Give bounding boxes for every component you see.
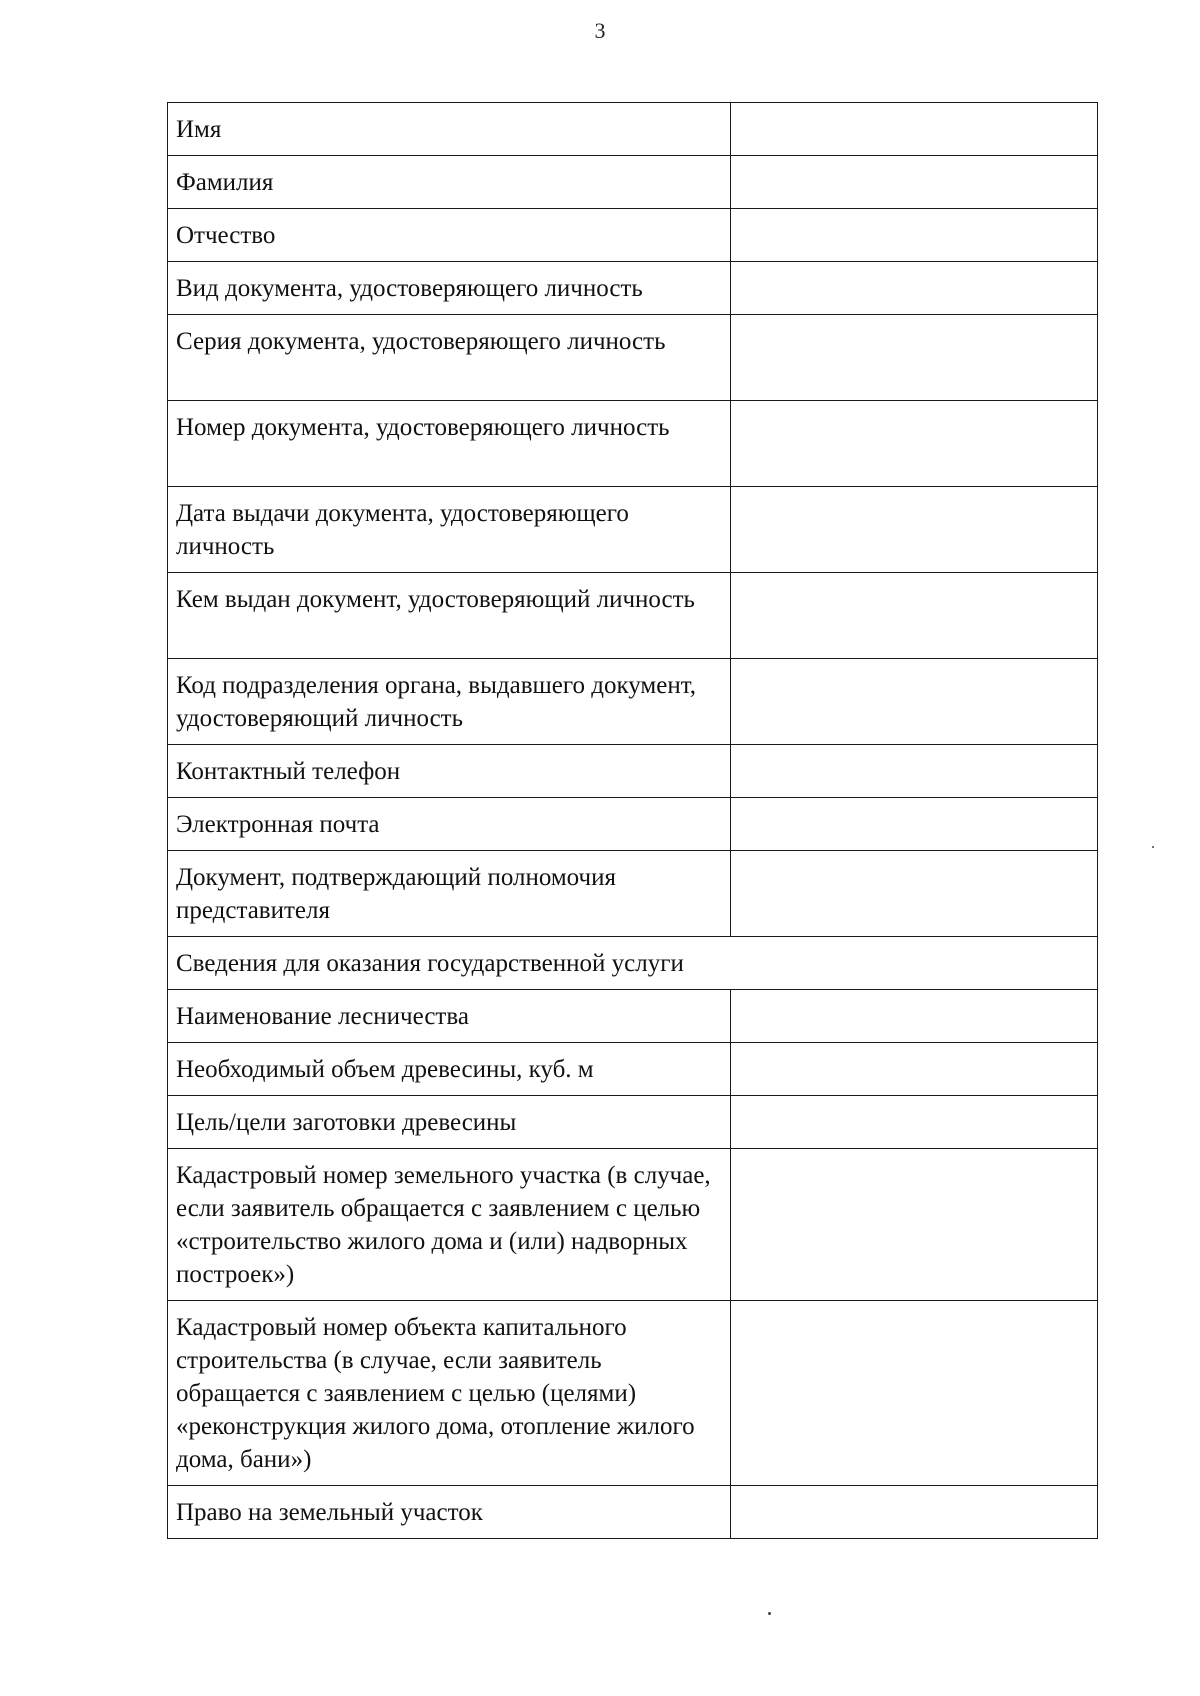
field-label-id-document-series: Серия документа, удостоверяющего личность bbox=[168, 315, 731, 401]
field-value-id-document-type[interactable] bbox=[731, 262, 1098, 315]
field-value-first-name[interactable] bbox=[731, 103, 1098, 156]
field-label-issuer-division-code: Код подразделения органа, выдавшего документ, удостоверяющий личность bbox=[168, 659, 731, 745]
table-row-id-document-number bbox=[168, 401, 1098, 487]
field-value-land-cadastral-number[interactable] bbox=[731, 1149, 1098, 1301]
table-row-email bbox=[168, 798, 1098, 851]
field-label-contact-phone: Контактный телефон bbox=[168, 745, 731, 798]
table-row-patronymic bbox=[168, 209, 1098, 262]
field-label-forestry-name: Наименование лесничества bbox=[168, 990, 731, 1043]
field-value-issuer-division-code[interactable] bbox=[731, 659, 1098, 745]
applicant-form-table bbox=[167, 102, 1098, 1539]
field-value-building-cadastral-number[interactable] bbox=[731, 1301, 1098, 1486]
table-row-building-cadastral-number bbox=[168, 1301, 1098, 1486]
page-number: 3 bbox=[594, 18, 606, 43]
field-label-id-document-issue-date: Дата выдачи документа, удостоверяющего личность bbox=[168, 487, 731, 573]
field-value-id-document-series[interactable] bbox=[731, 315, 1098, 401]
table-row-contact-phone bbox=[168, 745, 1098, 798]
table-row-representative-authority-document bbox=[168, 851, 1098, 937]
field-label-id-document-type: Вид документа, удостоверяющего личность bbox=[168, 262, 731, 315]
field-label-email: Электронная почта bbox=[168, 798, 731, 851]
table-row-last-name bbox=[168, 156, 1098, 209]
table-row-section-header bbox=[168, 937, 1098, 990]
field-label-representative-authority-document: Документ, подтверждающий полномочия представителя bbox=[168, 851, 731, 937]
field-value-patronymic[interactable] bbox=[731, 209, 1098, 262]
table-row-forestry-name bbox=[168, 990, 1098, 1043]
field-label-land-right: Право на земельный участок bbox=[168, 1486, 731, 1539]
field-label-building-cadastral-number: Кадастровый номер объекта капитального строительства (в случае, если заявитель обращается с заявлением с целью (целями) «реконструкция жилого дома, отопление жилого дома, бани») bbox=[168, 1301, 731, 1486]
table-row-land-cadastral-number bbox=[168, 1149, 1098, 1301]
scan-speck bbox=[1152, 846, 1154, 848]
field-value-forestry-name[interactable] bbox=[731, 990, 1098, 1043]
field-value-id-document-number[interactable] bbox=[731, 401, 1098, 487]
scan-speck bbox=[768, 1612, 771, 1615]
section-header-service-info: Сведения для оказания государственной услуги bbox=[168, 937, 1098, 990]
table-row-first-name bbox=[168, 103, 1098, 156]
field-label-patronymic: Отчество bbox=[168, 209, 731, 262]
field-label-last-name: Фамилия bbox=[168, 156, 731, 209]
field-value-id-document-issuer[interactable] bbox=[731, 573, 1098, 659]
table-row-id-document-issue-date bbox=[168, 487, 1098, 573]
field-value-id-document-issue-date[interactable] bbox=[731, 487, 1098, 573]
table-row-land-right bbox=[168, 1486, 1098, 1539]
table-row-id-document-issuer bbox=[168, 573, 1098, 659]
table-row-wood-volume bbox=[168, 1043, 1098, 1096]
table-row-id-document-series bbox=[168, 315, 1098, 401]
table-row-issuer-division-code bbox=[168, 659, 1098, 745]
table-row-id-document-type bbox=[168, 262, 1098, 315]
field-label-id-document-number: Номер документа, удостоверяющего личность bbox=[168, 401, 731, 487]
field-label-harvest-purpose: Цель/цели заготовки древесины bbox=[168, 1096, 731, 1149]
field-value-email[interactable] bbox=[731, 798, 1098, 851]
field-value-wood-volume[interactable] bbox=[731, 1043, 1098, 1096]
field-label-id-document-issuer: Кем выдан документ, удостоверяющий личность bbox=[168, 573, 731, 659]
field-value-contact-phone[interactable] bbox=[731, 745, 1098, 798]
field-label-wood-volume: Необходимый объем древесины, куб. м bbox=[168, 1043, 731, 1096]
field-label-first-name: Имя bbox=[168, 103, 731, 156]
field-value-last-name[interactable] bbox=[731, 156, 1098, 209]
table-row-harvest-purpose bbox=[168, 1096, 1098, 1149]
field-value-harvest-purpose[interactable] bbox=[731, 1096, 1098, 1149]
field-value-land-right[interactable] bbox=[731, 1486, 1098, 1539]
field-value-representative-authority-document[interactable] bbox=[731, 851, 1098, 937]
field-label-land-cadastral-number: Кадастровый номер земельного участка (в случае, если заявитель обращается с заявлением с целью «строительство жилого дома и (или) надворных построек») bbox=[168, 1149, 731, 1301]
